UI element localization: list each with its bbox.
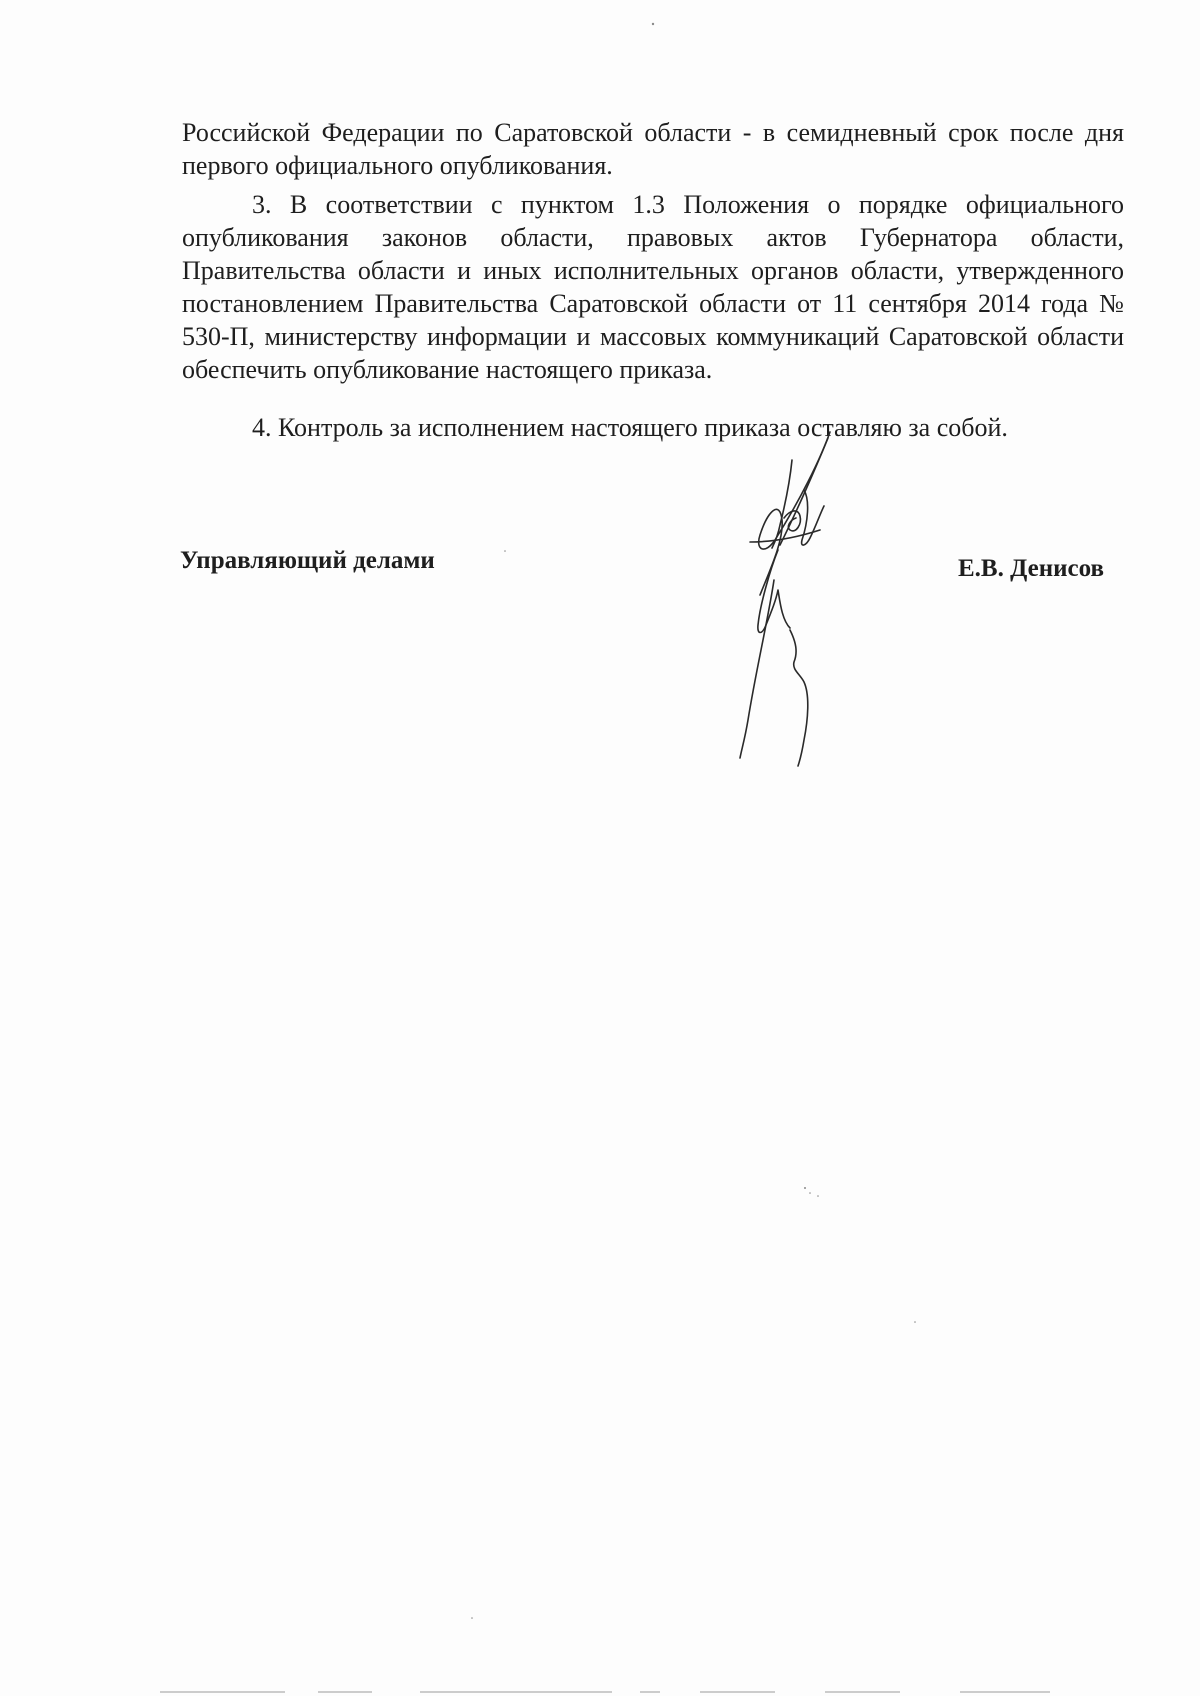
- paragraph-item-4: 4. Контроль за исполнением настоящего приказа оставляю за собой.: [252, 413, 1008, 442]
- signatory-title: Управляющий делами: [180, 547, 435, 574]
- signatory-name: Е.В. Денисов: [958, 555, 1104, 582]
- paragraph-continuation: Российской Федерации по Саратовской области - в семидневный срок после дня первого официального опубликования.: [182, 118, 1124, 180]
- handwritten-signature: [720, 430, 920, 770]
- paragraph-item-3: 3. В соответствии с пунктом 1.3 Положения о порядке официального опубликования законов области, правовых актов Губернатора области, Правительства области и иных исполнительных органов области, утвержденного постановлением Правительства Саратовской области от 11 сентября 2014 года № 530-П, министерству информации и массовых коммуникаций Саратовской области обеспечить опубликование настоящего приказа.: [182, 190, 1124, 384]
